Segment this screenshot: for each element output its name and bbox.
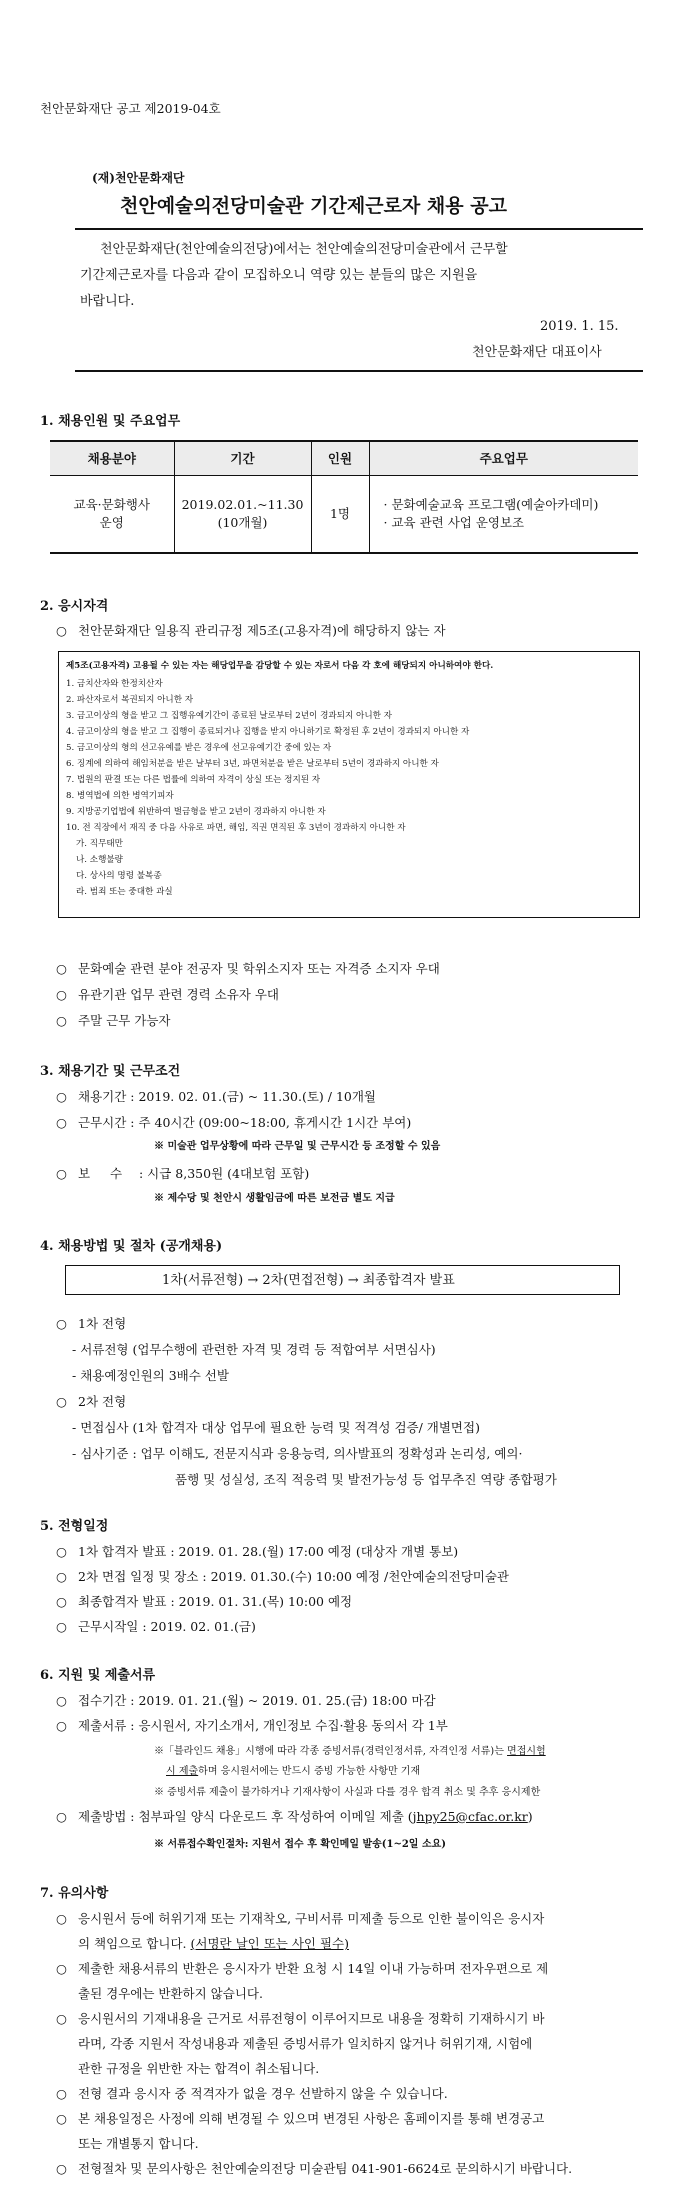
bullet-icon: ○ [56,1693,67,1708]
caution-4: 전형 결과 응시자 중 적격자가 없을 경우 선발하지 않을 수 있습니다. [78,2086,448,2101]
schedule-item-2: 2차 면접 일정 및 장소 : 2019. 01.30.(수) 10:00 예정 /천안예술의전당미술관 [78,1569,510,1584]
disq-line-3: 3. 금고이상의 형을 받고 그 집행유예기간이 종료된 날로부터 2년이 경과되지 아니한 자 [66,711,392,721]
cell-duties: · 문화예술교육 프로그램(예술아카데미) · 교육 관련 사업 운영보조 [369,475,638,553]
section1-heading: 1. 채용인원 및 주요업무 [40,414,181,429]
bullet-icon: ○ [56,1594,67,1609]
receipt-period: 접수기간 : 2019. 01. 21.(월) ~ 2019. 01. 25.(금) 18:00 마감 [78,1693,436,1708]
disq-line-7: 7. 법원의 판결 또는 다른 법률에 의하여 자격이 상실 또는 정지된 자 [66,775,321,785]
col-header-headcount: 인원 [311,441,369,475]
stage1-item-2: - 채용예정인원의 3배수 선발 [72,1368,229,1383]
employment-period: 채용기간 : 2019. 02. 01.(금) ~ 11.30.(토) / 10개월 [78,1089,376,1104]
process-flow: 1차(서류전형) → 2차(면접전형) → 최종합격자 발표 [162,1273,455,1288]
bullet-icon: ○ [56,1569,67,1584]
bullet-icon: ○ [56,1089,67,1104]
schedule-item-1: 1차 합격자 발표 : 2019. 01. 28.(월) 17:00 예정 (대상자 개별 통보) [78,1544,459,1559]
bullet-icon: ○ [56,2161,67,2176]
bullet-icon: ○ [56,623,67,638]
stage1-label: 1차 전형 [78,1316,127,1331]
stage2-item-2a: - 심사기준 : 업무 이해도, 전문지식과 응용능력, 의사발표의 정확성과 논리성, 예의· [72,1446,523,1461]
blind-hiring-note-cont: 시 제출하며 응시원서에는 반드시 증빙 가능한 사항만 기재 [166,1766,421,1777]
section7-heading: 7. 유의사항 [40,1886,109,1901]
schedule-item-4: 근무시작일 : 2019. 02. 01.(금) [78,1619,256,1634]
header-bottom-rule [75,370,643,372]
disq-line-10: 10. 전 직장에서 재직 중 다음 사유로 파면, 해임, 직권 면직된 후 3년이 경과하지 아니한 자 [66,823,406,833]
disq-line-2: 2. 파산자로서 복권되지 아니한 자 [66,695,194,705]
caution-1a: 응시원서 등에 허위기재 또는 기재착오, 구비서류 미제출 등으로 인한 불이익은 응시자 [78,1911,545,1926]
pay-note: ※ 제수당 및 천안시 생활임금에 따른 보전금 별도 지급 [154,1193,395,1204]
cell-field: 교육·문화행사 운영 [50,475,174,553]
recruitment-table [50,440,638,554]
caution-3b: 라며, 각종 지원서 작성내용과 제출된 증빙서류가 일치하지 않거나 허위기재, 시험에 [78,2036,533,2051]
bullet-icon: ○ [56,961,67,976]
disq-line-5: 5. 금고이상의 형의 선고유예를 받은 경우에 선고유예기간 중에 있는 자 [66,743,332,753]
stage2-label: 2차 전형 [78,1394,127,1409]
caution-3c: 관한 규정을 위반한 자는 합격이 취소됩니다. [78,2061,320,2076]
schedule-item-3: 최종합격자 발표 : 2019. 01. 31.(목) 10:00 예정 [78,1594,353,1609]
required-documents: 제출서류 : 응시원서, 자기소개서, 개인정보 수집·활용 동의서 각 1부 [78,1718,448,1733]
bullet-icon: ○ [56,2086,67,2101]
stage2-item-1: - 면접심사 (1차 합격자 대상 업무에 필요한 능력 및 적격성 검증/ 개별면접) [72,1420,480,1435]
bullet-icon: ○ [56,1961,67,1976]
caution-2b: 출된 경우에는 반환하지 않습니다. [78,1986,263,2001]
disq-subitem-b: 나. 소행불량 [76,855,123,865]
pay-value: : 시급 8,350원 (4대보험 포함) [139,1166,310,1181]
section2-heading: 2. 응시자격 [40,599,109,614]
bullet-icon: ○ [56,1316,67,1331]
bullet-icon: ○ [56,1394,67,1409]
disqualification-title: 제5조(고용자격) 고용될 수 있는 자는 해당업무을 감당할 수 있는 자로서 다음 각 호에 해당되지 아니하여야 한다. [66,661,494,671]
caution-1b: 의 책임으로 합니다. (서명란 날인 또는 사인 필수) [78,1936,349,1951]
section5-heading: 5. 전형일정 [40,1519,109,1534]
bullet-icon: ○ [56,987,67,1002]
caution-2a: 제출한 채용서류의 반환은 응시자가 반환 요청 시 14일 이내 가능하며 전자우편으로 제 [78,1961,549,1976]
intro-line-3: 바랍니다. [80,294,135,309]
caution-6: 전형절차 및 문의사항은 천안예술의전당 미술관팀 041-901-6624로 문의하시기 바랍니다. [78,2161,573,2176]
bullet-icon: ○ [56,1718,67,1733]
email-link[interactable]: jhpy25@cfac.or.kr [412,1809,528,1824]
caution-5a: 본 채용일정은 사정에 의해 변경될 수 있으며 변경된 사항은 홈페이지를 통해 변경공고 [78,2111,545,2126]
qualification-main: 천안문화재단 일용직 관리규정 제5조(고용자격)에 해당하지 않는 자 [78,623,446,638]
caution-3a: 응시원서의 기재내용을 근거로 서류전형이 이루어지므로 내용을 정확히 기재하시기 바 [78,2011,545,2026]
disq-line-9: 9. 지방공기업법에 위반하여 벌금형을 받고 2년이 경과하지 아니한 자 [66,807,326,817]
disq-line-6: 6. 징계에 의하여 해임처분을 받은 날부터 3년, 파면처분을 받은 날로부터 5년이 경과하지 아니한 자 [66,759,439,769]
disq-subitem-d: 라. 범죄 또는 중대한 과실 [76,887,173,897]
stage2-item-2b: 품행 및 성실성, 조직 적응력 및 발전가능성 등 업무추진 역량 종합평가 [175,1472,557,1487]
intro-line-2: 기간제근로자를 다음과 같이 모집하오니 역량 있는 분들의 많은 지원을 [80,268,478,283]
disq-line-4: 4. 금고이상의 형을 받고 그 집행이 종료되거나 집행을 받지 아니하기로 확정된 후 2년이 경과되지 아니한 자 [66,727,470,737]
bullet-icon: ○ [56,2011,67,2026]
receipt-confirm-note: ※ 서류접수확인절차: 지원서 접수 후 확인메일 발송(1~2일 소요) [154,1839,446,1850]
section6-heading: 6. 지원 및 제출서류 [40,1668,156,1683]
bullet-icon: ○ [56,2111,67,2126]
cell-headcount: 1명 [311,475,369,553]
disq-line-1: 1. 금치산자와 한정치산자 [66,679,163,689]
preference-1: 문화예술 관련 분야 전공자 및 학위소지자 또는 자격증 소지자 우대 [78,961,440,976]
bullet-icon: ○ [56,1013,67,1028]
working-hours: 근무시간 : 주 40시간 (09:00~18:00, 휴게시간 1시간 부여) [78,1115,412,1130]
bullet-icon: ○ [56,1544,67,1559]
bullet-icon: ○ [56,1911,67,1926]
intro-line-1: 천안문화재단(천안예술의전당)에서는 천안예술의전당미술관에서 근무할 [100,242,508,257]
section3-heading: 3. 채용기간 및 근무조건 [40,1064,181,1079]
submission-method: 제출방법 : 첨부파일 양식 다운로드 후 작성하여 이메일 제출 (jhpy25@cfac.or.kr) [78,1809,533,1824]
disq-subitem-c: 다. 상사의 명령 불복종 [76,871,162,881]
pay-label: 보 수 [78,1166,123,1181]
page-title: 천안예술의전당미술관 기간제근로자 채용 공고 [120,195,507,217]
bullet-icon: ○ [56,1166,67,1181]
table-row [50,475,638,553]
disq-line-8: 8. 병역법에 의한 병역기피자 [66,791,174,801]
working-hours-note: ※ 미술관 업무상황에 따라 근무일 및 근무시간 등 조정할 수 있음 [154,1141,441,1152]
bullet-icon: ○ [56,1619,67,1634]
bullet-icon: ○ [56,1115,67,1130]
caution-5b: 또는 개별통지 합니다. [78,2136,199,2151]
preference-3: 주말 근무 가능자 [78,1013,171,1028]
bullet-icon: ○ [56,1809,67,1824]
stage1-item-1: - 서류전형 (업무수행에 관련한 자격 및 경력 등 적합여부 서면심사) [72,1342,436,1357]
disq-subitem-a: 가. 직무태만 [76,839,123,849]
organization-subtitle: (재)천안문화재단 [92,171,185,185]
title-underline [75,228,643,230]
col-header-field: 채용분야 [50,441,174,475]
col-header-duties: 주요업무 [369,441,638,475]
issuer: 천안문화재단 대표이사 [472,345,602,360]
blind-hiring-note: ※「블라인드 채용」시행에 따라 각종 증빙서류(경력인정서류, 자격인정 서류)는 면접시험 [154,1746,546,1757]
section4-heading: 4. 채용방법 및 절차 (공개채용) [40,1239,223,1254]
preference-2: 유관기관 업무 관련 경력 소유자 우대 [78,987,279,1002]
notice-date: 2019. 1. 15. [540,319,619,334]
col-header-period: 기간 [174,441,311,475]
cell-period: 2019.02.01.~11.30 (10개월) [174,475,311,553]
evidence-note: ※ 증빙서류 제출이 불가하거나 기재사항이 사실과 다를 경우 합격 취소 및 추후 응시제한 [154,1787,541,1798]
notice-number: 천안문화재단 공고 제2019-04호 [40,101,221,116]
